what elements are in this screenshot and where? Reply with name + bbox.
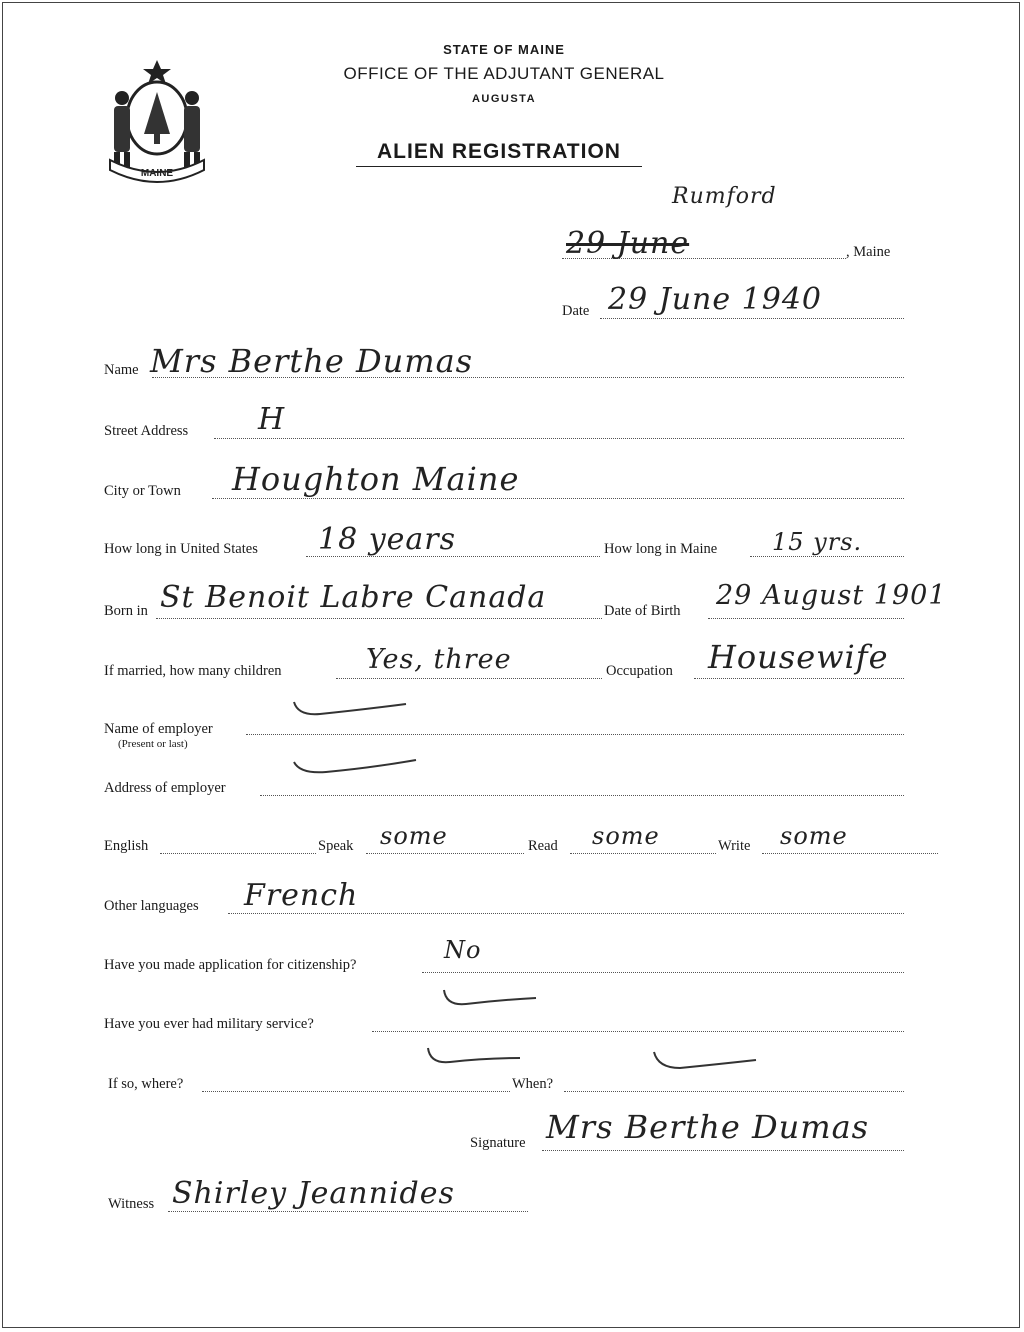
- citizenship-value: No: [444, 936, 482, 964]
- read-value: some: [592, 822, 660, 850]
- header-office: OFFICE OF THE ADJUTANT GENERAL: [343, 64, 665, 83]
- speak-value: some: [380, 822, 448, 850]
- english-line: [160, 853, 316, 854]
- languages-label: Other languages: [104, 898, 199, 914]
- date-label: Date: [562, 303, 590, 319]
- speak-line: [366, 853, 524, 854]
- signature-label: Signature: [470, 1135, 526, 1151]
- employer-dash-mark: [290, 698, 410, 722]
- employer-address-line: [260, 795, 904, 796]
- signature-line: [542, 1150, 904, 1151]
- occupation-line: [694, 678, 904, 679]
- when-line: [564, 1091, 904, 1092]
- read-label: Read: [528, 838, 558, 854]
- seal-motto: MAINE: [140, 168, 174, 179]
- state-seal-icon: [100, 56, 214, 184]
- children-value: Yes, three: [366, 644, 512, 675]
- maine-value: 15 yrs.: [772, 528, 863, 556]
- witness-value: Shirley Jeannides: [172, 1176, 455, 1211]
- citizenship-label: Have you made application for citizenship?: [104, 957, 357, 973]
- employer-address-dash-mark: [290, 756, 420, 780]
- where-dash-mark: [424, 1046, 524, 1070]
- born-value: St Benoit Labre Canada: [160, 580, 547, 615]
- place-handwritten: 29 June: [566, 226, 690, 261]
- write-label: Write: [718, 838, 751, 854]
- date-line: [600, 318, 904, 319]
- speak-label: Speak: [318, 838, 354, 854]
- place-suffix: , Maine: [846, 244, 891, 260]
- maine-line: [750, 556, 904, 557]
- city-line: [212, 498, 904, 499]
- occupation-label: Occupation: [606, 663, 673, 679]
- street-label: Street Address: [104, 423, 189, 439]
- write-line: [762, 853, 938, 854]
- born-line: [156, 618, 602, 619]
- english-label: English: [104, 838, 149, 854]
- employer-label: Name of employer: [104, 721, 213, 737]
- city-label: City or Town: [104, 483, 181, 499]
- street-line: [214, 438, 904, 439]
- place-handwritten-above: Rumford: [672, 184, 777, 209]
- header-state: STATE OF MAINE: [443, 42, 565, 57]
- where-label: If so, where?: [108, 1076, 184, 1092]
- witness-label: Witness: [108, 1196, 155, 1212]
- header-city: AUGUSTA: [471, 93, 537, 105]
- write-value: some: [780, 822, 848, 850]
- military-dash-mark: [440, 988, 540, 1012]
- city-value: Houghton Maine: [232, 460, 520, 498]
- date-value: 29 June 1940: [608, 282, 823, 317]
- languages-line: [228, 913, 904, 914]
- when-dash-mark: [650, 1050, 760, 1074]
- us-label: How long in United States: [104, 541, 258, 557]
- read-line: [570, 853, 716, 854]
- employer-line: [246, 734, 904, 735]
- signature-value: Mrs Berthe Dumas: [546, 1108, 870, 1146]
- languages-value: French: [244, 878, 359, 913]
- witness-line: [168, 1211, 528, 1212]
- name-label: Name: [104, 362, 139, 378]
- maine-label: How long in Maine: [604, 541, 718, 557]
- children-line: [336, 678, 602, 679]
- dob-line: [708, 618, 904, 619]
- dob-value: 29 August 1901: [716, 580, 947, 611]
- where-line: [202, 1091, 510, 1092]
- employer-sublabel: (Present or last): [118, 738, 188, 750]
- born-label: Born in: [104, 603, 148, 619]
- military-label: Have you ever had military service?: [104, 1016, 314, 1032]
- military-line: [372, 1031, 904, 1032]
- citizenship-line: [422, 972, 904, 973]
- us-value: 18 years: [318, 522, 457, 557]
- when-label: When?: [512, 1076, 554, 1092]
- employer-address-label: Address of employer: [104, 780, 226, 796]
- form-title: ALIEN REGISTRATION: [356, 140, 642, 167]
- name-value: Mrs Berthe Dumas: [150, 342, 474, 380]
- street-value: H: [258, 402, 286, 437]
- children-label: If married, how many children: [104, 663, 282, 679]
- occupation-value: Housewife: [708, 638, 889, 676]
- dob-label: Date of Birth: [604, 603, 681, 619]
